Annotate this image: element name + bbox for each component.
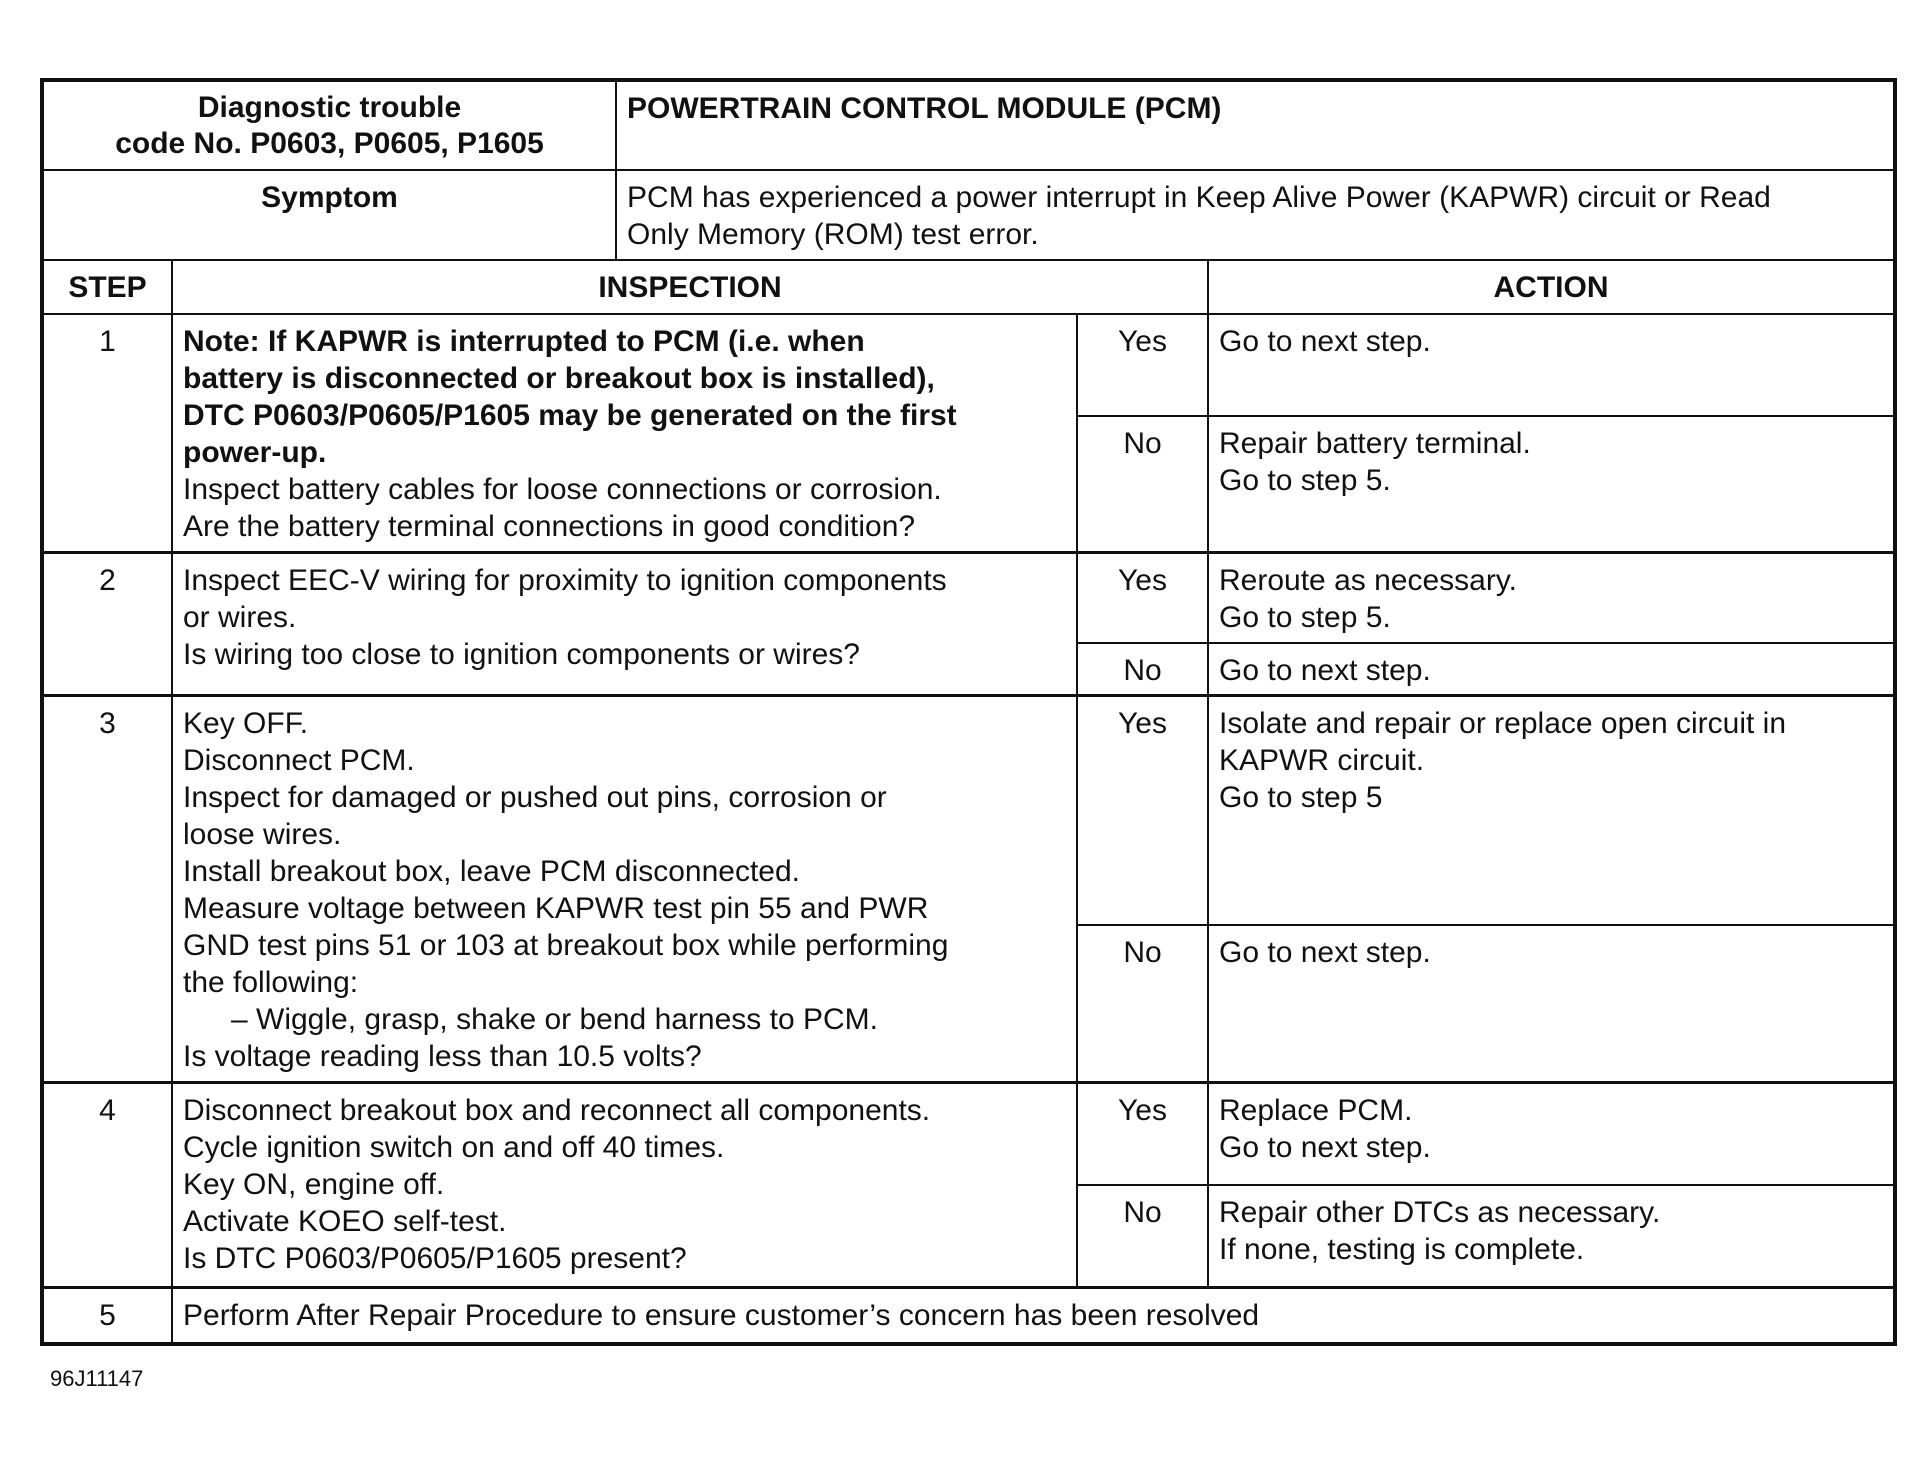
step-1-note-line: DTC P0603/P0605/P1605 may be generated on the first: [183, 399, 957, 432]
step-5-inspection: [172, 1287, 1895, 1344]
step-3-inspection: [172, 695, 1077, 1082]
step-3-question: Is voltage reading less than 10.5 volts?: [183, 1039, 702, 1073]
dtc-codes: code No. P0603, P0605, P1605: [115, 127, 544, 160]
step-4-inspection-line: Key ON, engine off.: [183, 1167, 445, 1201]
step-4-yes-label: Yes: [1077, 1082, 1208, 1185]
action-column-header: ACTION: [1208, 260, 1895, 314]
symptom-row: [42, 170, 1895, 260]
step-3-inspection-line: the following:: [183, 965, 359, 999]
figure-id: 96J11147: [50, 1366, 144, 1391]
step-3-inspection-line: Inspect for damaged or pushed out pins, corrosion or: [183, 780, 887, 814]
symptom-line1: PCM has experienced a power interrupt in Keep Alive Power (KAPWR) circuit or Read: [627, 181, 1771, 214]
step-4-no-label: No: [1077, 1185, 1208, 1287]
step-1-yes-action: [1208, 314, 1895, 416]
step-4-yes-row: [42, 1082, 1895, 1185]
step-1-yes-label: Yes: [1077, 314, 1208, 416]
step-3-no-label: No: [1077, 925, 1208, 1082]
action-line: Replace PCM.: [1219, 1093, 1413, 1127]
table-title-cell: [616, 80, 1895, 170]
step-2-yes-row: [42, 552, 1895, 643]
step-2-question: Is wiring too close to ignition components or wires?: [183, 637, 860, 671]
step-3-inspection-line: loose wires.: [183, 817, 342, 851]
symptom-text-cell: [616, 170, 1895, 260]
step-3-yes-label: Yes: [1077, 695, 1208, 925]
step-1-yes-row: [42, 314, 1895, 416]
step-3-yes-action: [1208, 695, 1895, 925]
step-2-inspection-line: Inspect EEC-V wiring for proximity to ignition components: [183, 563, 947, 597]
step-1-no-label: No: [1077, 416, 1208, 552]
step-3-inspection-line: Install breakout box, leave PCM disconnected.: [183, 854, 801, 888]
dtc-label-line1: Diagnostic trouble: [197, 91, 462, 124]
action-line: Go to step 5.: [1219, 600, 1391, 634]
action-line: Repair battery terminal.: [1219, 427, 1531, 460]
step-4-question: Is DTC P0603/P0605/P1605 present?: [183, 1241, 687, 1275]
action-line: Go to step 5.: [1219, 464, 1391, 497]
action-line: Go to next step.: [1219, 1130, 1431, 1164]
action-line: If none, testing is complete.: [1219, 1233, 1585, 1266]
step-1-number: 1: [42, 314, 172, 552]
symptom-label: Symptom: [261, 181, 398, 214]
step-2-no-action: [1208, 643, 1895, 695]
step-3-inspection-line: GND test pins 51 or 103 at breakout box while performing: [183, 928, 949, 962]
step-1-question: Are the battery terminal connections in good condition?: [183, 510, 916, 543]
step-4-inspection: [172, 1082, 1077, 1287]
step-1-no-action: [1208, 416, 1895, 552]
step-4-inspection-line: Activate KOEO self-test.: [183, 1204, 507, 1238]
diagnostic-table: [40, 78, 1897, 1346]
step-3-inspection-line: Measure voltage between KAPWR test pin 55 and PWR: [183, 891, 929, 925]
column-header-row: [42, 260, 1895, 314]
step-4-number: 4: [42, 1082, 172, 1287]
dtc-label-cell: [42, 80, 616, 170]
action-line: Go to next step.: [1219, 325, 1431, 358]
dtc-row: [42, 80, 1895, 170]
step-4-no-action: [1208, 1185, 1895, 1287]
step-5-number: 5: [42, 1287, 172, 1344]
step-1-inspection: [172, 314, 1077, 552]
step-4-inspection-line: Disconnect breakout box and reconnect all components.: [183, 1093, 931, 1127]
step-4-inspection-line: Cycle ignition switch on and off 40 times.: [183, 1130, 725, 1164]
step-3-number: 3: [42, 695, 172, 1082]
table-title: POWERTRAIN CONTROL MODULE (PCM): [627, 92, 1222, 125]
step-2-yes-action: [1208, 552, 1895, 643]
step-1-note-line: power-up.: [183, 436, 327, 469]
symptom-label-cell: [42, 170, 616, 260]
step-column-header: STEP: [42, 260, 172, 314]
step-2-number: 2: [42, 552, 172, 695]
action-line: Go to next step.: [1219, 654, 1431, 687]
inspection-column-header: INSPECTION: [172, 260, 1208, 314]
action-line: Isolate and repair or replace open circuit in: [1219, 706, 1786, 740]
step-2-yes-label: Yes: [1077, 552, 1208, 643]
step-3-yes-row: [42, 695, 1895, 925]
action-line: Repair other DTCs as necessary.: [1219, 1196, 1661, 1229]
step-1-inspection-line: Inspect battery cables for loose connections or corrosion.: [183, 473, 942, 506]
action-line: KAPWR circuit.: [1219, 743, 1425, 777]
action-line: Go to step 5: [1219, 780, 1383, 814]
step-3-inspection-line: Key OFF.: [183, 706, 309, 740]
step-3-inspection-line: Disconnect PCM.: [183, 743, 415, 777]
step-3-no-action: [1208, 925, 1895, 1082]
action-line: Reroute as necessary.: [1219, 563, 1517, 597]
action-line: Go to next step.: [1219, 936, 1431, 969]
step-3-indented-line: – Wiggle, grasp, shake or bend harness to PCM.: [231, 1002, 878, 1036]
step-5-row: [42, 1287, 1895, 1344]
step-2-no-label: No: [1077, 643, 1208, 695]
step-1-note-line: Note: If KAPWR is interrupted to PCM (i.e. when: [183, 325, 865, 358]
step-5-inspection-line: Perform After Repair Procedure to ensure customer’s concern has been resolved: [183, 1298, 1260, 1332]
step-4-yes-action: [1208, 1082, 1895, 1185]
step-1-note-line: battery is disconnected or breakout box is installed),: [183, 362, 935, 395]
step-2-inspection-line: or wires.: [183, 600, 297, 634]
step-2-inspection: [172, 552, 1077, 695]
symptom-line2: Only Memory (ROM) test error.: [627, 218, 1039, 251]
